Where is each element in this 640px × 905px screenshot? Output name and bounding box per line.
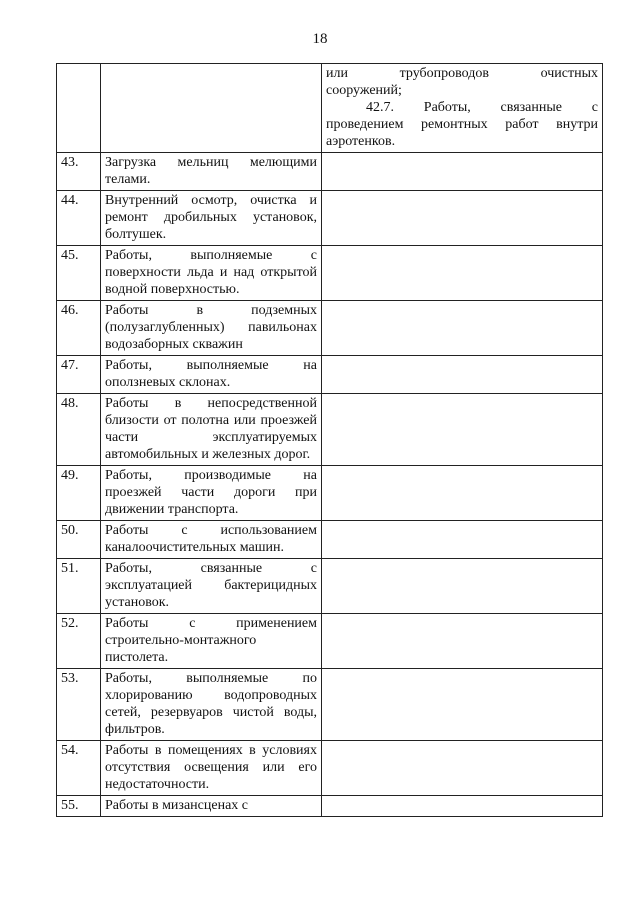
row-description (322, 356, 603, 394)
row-description (322, 741, 603, 796)
row-name: Работы в подземных (полузаглубленных) павильонах водозаборных скважин (101, 301, 322, 356)
row-name: Работы, выполняемые на оползневых склонах. (101, 356, 322, 394)
row-name: Работы в помещениях в условиях отсутствия освещения или его недостаточности. (101, 741, 322, 796)
row-name: Работы с применением строительно-монтажного пистолета. (101, 614, 322, 669)
row-name: Работы в непосредственной близости от полотна или проезжей части эксплуатируемых автомобильных и железных дорог. (101, 394, 322, 466)
table-row (57, 153, 603, 191)
row-number: 47. (57, 356, 101, 394)
row-name: Работы в мизансценах с (101, 796, 322, 817)
table-row (57, 669, 603, 741)
row-name: Загрузка мельниц мелющими телами. (101, 153, 322, 191)
row-description (322, 301, 603, 356)
row-description (322, 64, 603, 153)
row-number: 46. (57, 301, 101, 356)
table-row (57, 796, 603, 817)
row-number (57, 64, 101, 153)
row-number: 44. (57, 191, 101, 246)
table-row (57, 521, 603, 559)
table-row (57, 466, 603, 521)
row-description (322, 669, 603, 741)
row-number: 45. (57, 246, 101, 301)
row-number: 49. (57, 466, 101, 521)
table-row (57, 741, 603, 796)
table-row (57, 356, 603, 394)
row-name: Работы, выполняемые с поверхности льда и над открытой водной поверхностью. (101, 246, 322, 301)
row-number: 52. (57, 614, 101, 669)
row-description (322, 559, 603, 614)
row-description (322, 191, 603, 246)
desc-line: сооружений; (326, 83, 402, 98)
row-description (322, 796, 603, 817)
row-description (322, 614, 603, 669)
row-name: Работы с использованием каналоочистительных машин. (101, 521, 322, 559)
row-description (322, 394, 603, 466)
page-number: 18 (312, 31, 328, 47)
row-number: 51. (57, 559, 101, 614)
table-row (57, 246, 603, 301)
row-name: Работы, производимые на проезжей части дороги при движении транспорта. (101, 466, 322, 521)
table-row (57, 559, 603, 614)
row-description (322, 521, 603, 559)
row-number: 50. (57, 521, 101, 559)
row-description (322, 246, 603, 301)
desc-line: аэротенков. (326, 134, 396, 149)
document-table (56, 63, 603, 817)
row-name (101, 64, 322, 153)
desc-line: 42.7. Работы, связанные с (366, 100, 598, 115)
row-number: 48. (57, 394, 101, 466)
row-number: 43. (57, 153, 101, 191)
table-row (57, 614, 603, 669)
row-name: Внутренний осмотр, очистка и ремонт дробильных установок, болтушек. (101, 191, 322, 246)
table-row (57, 301, 603, 356)
row-description (322, 466, 603, 521)
table-row (57, 394, 603, 466)
row-name: Работы, выполняемые по хлорированию водопроводных сетей, резервуаров чистой воды, фильтров. (101, 669, 322, 741)
table-row-continuation (57, 64, 603, 153)
desc-line: проведением ремонтных работ внутри (326, 117, 598, 132)
row-number: 54. (57, 741, 101, 796)
row-description (322, 153, 603, 191)
row-number: 53. (57, 669, 101, 741)
table-row (57, 191, 603, 246)
row-name: Работы, связанные с эксплуатацией бактерицидных установок. (101, 559, 322, 614)
desc-line: или трубопроводов очистных (326, 66, 598, 81)
row-number: 55. (57, 796, 101, 817)
